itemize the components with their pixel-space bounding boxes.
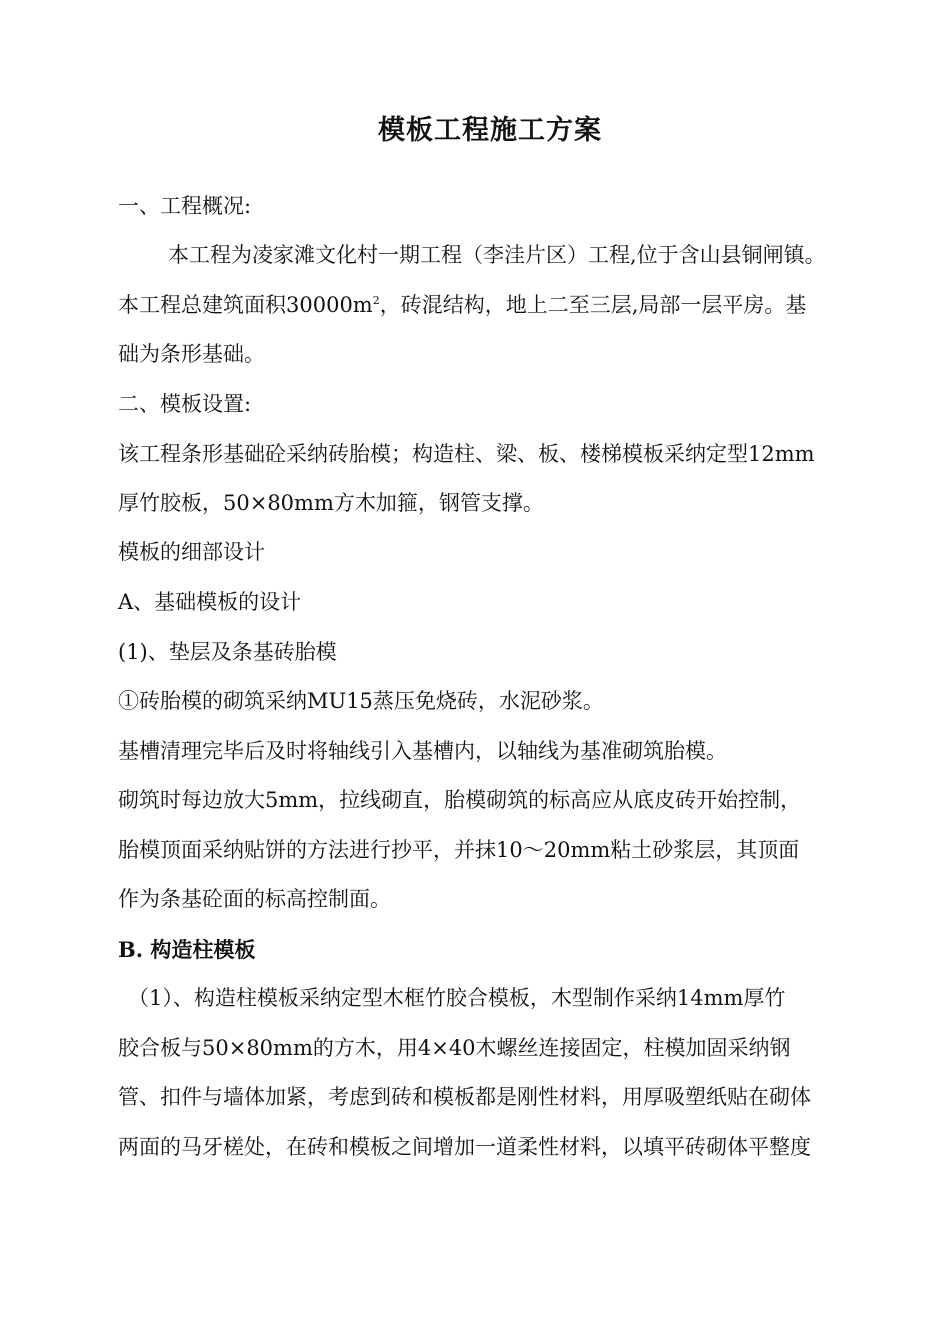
section-heading-overview: 一、工程概况: <box>118 194 252 218</box>
section-heading-column-formwork: B. 构造柱模板 <box>118 937 256 962</box>
paragraph-line: 胶合板与50×80mm的方木，用4×40木螺丝连接固定，柱模加固采纳钢 <box>118 1036 791 1060</box>
subsection-heading: A、基础模板的设计 <box>118 590 302 614</box>
subsection-heading: (1)、垫层及条基砖胎模 <box>118 640 337 664</box>
paragraph-line: 管、扣件与墙体加紧，考虑到砖和模板都是刚性材料，用厚吸塑纸贴在砌体 <box>118 1085 811 1109</box>
paragraph-text: 砖混结构，地上二至三层,局部一层平房。基 <box>400 293 807 317</box>
paragraph-line: 厚竹胶板，50×80mm方木加箍，钢管支撑。 <box>118 491 544 515</box>
paragraph-line: 础为条形基础。 <box>118 342 265 366</box>
paragraph-line: 砌筑时每边放大5mm，拉线砌直，胎模砌筑的标高应从底皮砖开始控制， <box>118 788 802 812</box>
paragraph-line-area <box>118 295 806 316</box>
paragraph-line: 本工程为凌家滩文化村一期工程（李洼片区）工程,位于含山县铜闸镇。 <box>168 243 826 267</box>
section-heading-formwork: 二、模板设置: <box>118 392 252 416</box>
paragraph-line: 胎模顶面采纳贴饼的方法进行抄平，并抹10～20mm粘土砂浆层，其顶面 <box>118 838 800 862</box>
paragraph-line: 作为条基砼面的标高控制面。 <box>118 887 391 911</box>
subsection-heading: 模板的细部设计 <box>118 540 265 564</box>
area-text: 本工程总建筑面积30000m <box>118 293 373 317</box>
document-title: 模板工程施工方案 <box>378 115 602 146</box>
paragraph-line: 该工程条形基础砼采纳砖胎模；构造柱、梁、板、楼梯模板采纳定型12mm <box>118 442 815 466</box>
paragraph-line: 基槽清理完毕后及时将轴线引入基槽内，以轴线为基准砌筑胎模。 <box>118 739 727 763</box>
area-superscript: 2 <box>372 294 380 307</box>
paragraph-line: （1）、构造柱模板采纳定型木框竹胶合模板，木型制作采纳14mm厚竹 <box>128 986 786 1010</box>
area-text-suffix: ， <box>379 293 401 317</box>
paragraph-line: 两面的马牙槎处，在砖和模板之间增加一道柔性材料，以填平砖砌体平整度 <box>118 1135 811 1159</box>
paragraph-line: ①砖胎模的砌筑采纳MU15蒸压免烧砖，水泥砂浆。 <box>118 689 604 713</box>
